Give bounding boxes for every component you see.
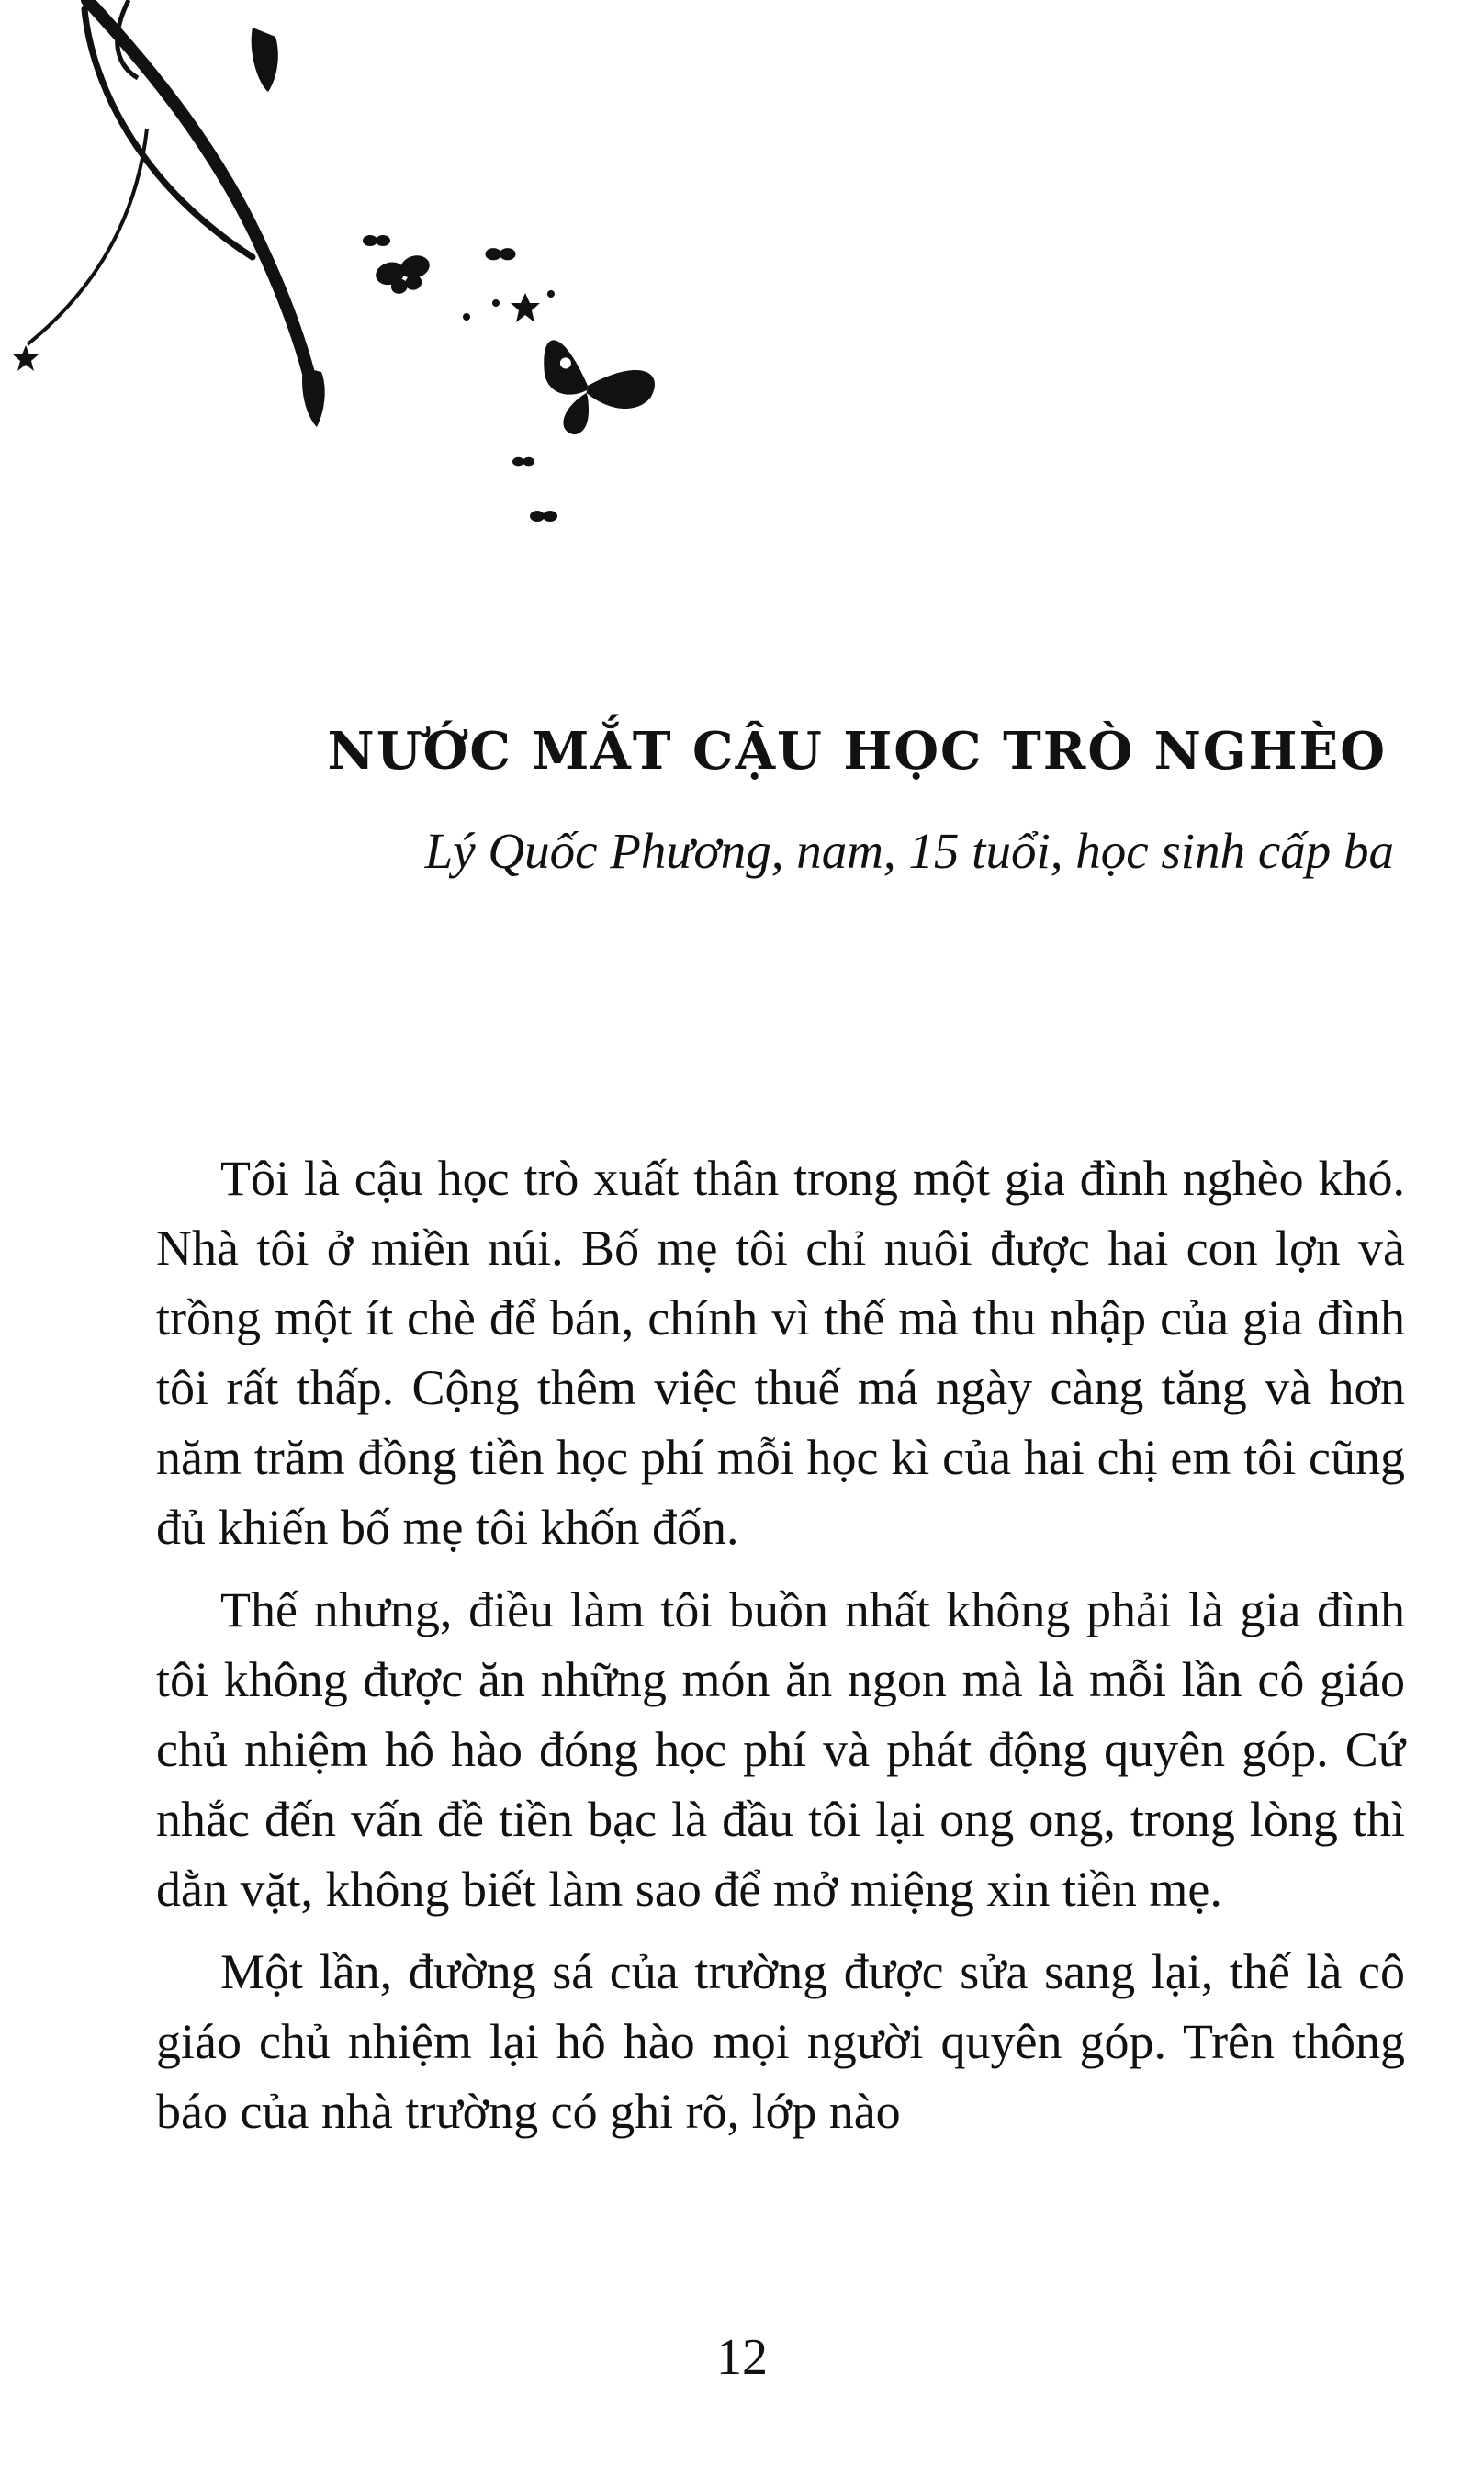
paragraph: Một lần, đường sá của trường được sửa sang lại, thế là cô giáo chủ nhiệm lại hô hào mọi người quyên góp. Trên thông báo của nhà trường có ghi rõ, lớp nào [156,1944,1405,2139]
story-title: NƯỚC MẮT CẬU HỌC TRÒ NGHÈO [327,721,1387,782]
star-icon [13,345,39,371]
butterfly-icon [530,511,557,522]
vine-stroke-icon [28,129,147,344]
butterfly-icon [373,253,434,298]
page-number: 12 [716,2329,768,2386]
vine-butterfly-ornament-icon [0,0,698,588]
butterfly-icon [486,248,516,260]
dot-icon [547,290,555,298]
butterfly-icon [363,235,390,246]
butterfly-icon [512,457,534,467]
leaf-icon [302,367,325,427]
star-icon [511,293,540,322]
paragraph: Thế nhưng, điều làm tôi buồn nhất không phải là gia đình tôi không được ăn những món ăn ngon mà là mỗi lần cô giáo chủ nhiệm hô hào đóng học phí và phát động quyên góp. Cứ nhắc đến vấn đề tiền bạc là đầu tôi lại ong ong, trong lòng thì dằn vặt, không biết làm sao để mở miệng xin tiền mẹ. [156,1582,1405,1917]
paragraph: Tôi là cậu học trò xuất thân trong một gia đình nghèo khó. Nhà tôi ở miền núi. Bố mẹ tôi chỉ nuôi được hai con lợn và trồng một ít chè để bán, chính vì thế mà thu nhập của gia đình tôi rất thấp. Cộng thêm việc thuế má ngày càng tăng và hơn năm trăm đồng tiền học phí mỗi học kì của hai chị em tôi cũng đủ khiến bố mẹ tôi khốn đốn. [156,1151,1405,1555]
vine-stroke-icon [84,9,253,257]
leaf-icon [252,28,278,92]
dot-icon [463,313,470,321]
dot-icon [492,299,500,307]
butterfly-icon [532,339,660,447]
story-body [156,1143,1405,2159]
story-byline: Lý Quốc Phương, nam, 15 tuổi, học sinh cấp ba [424,823,1394,879]
